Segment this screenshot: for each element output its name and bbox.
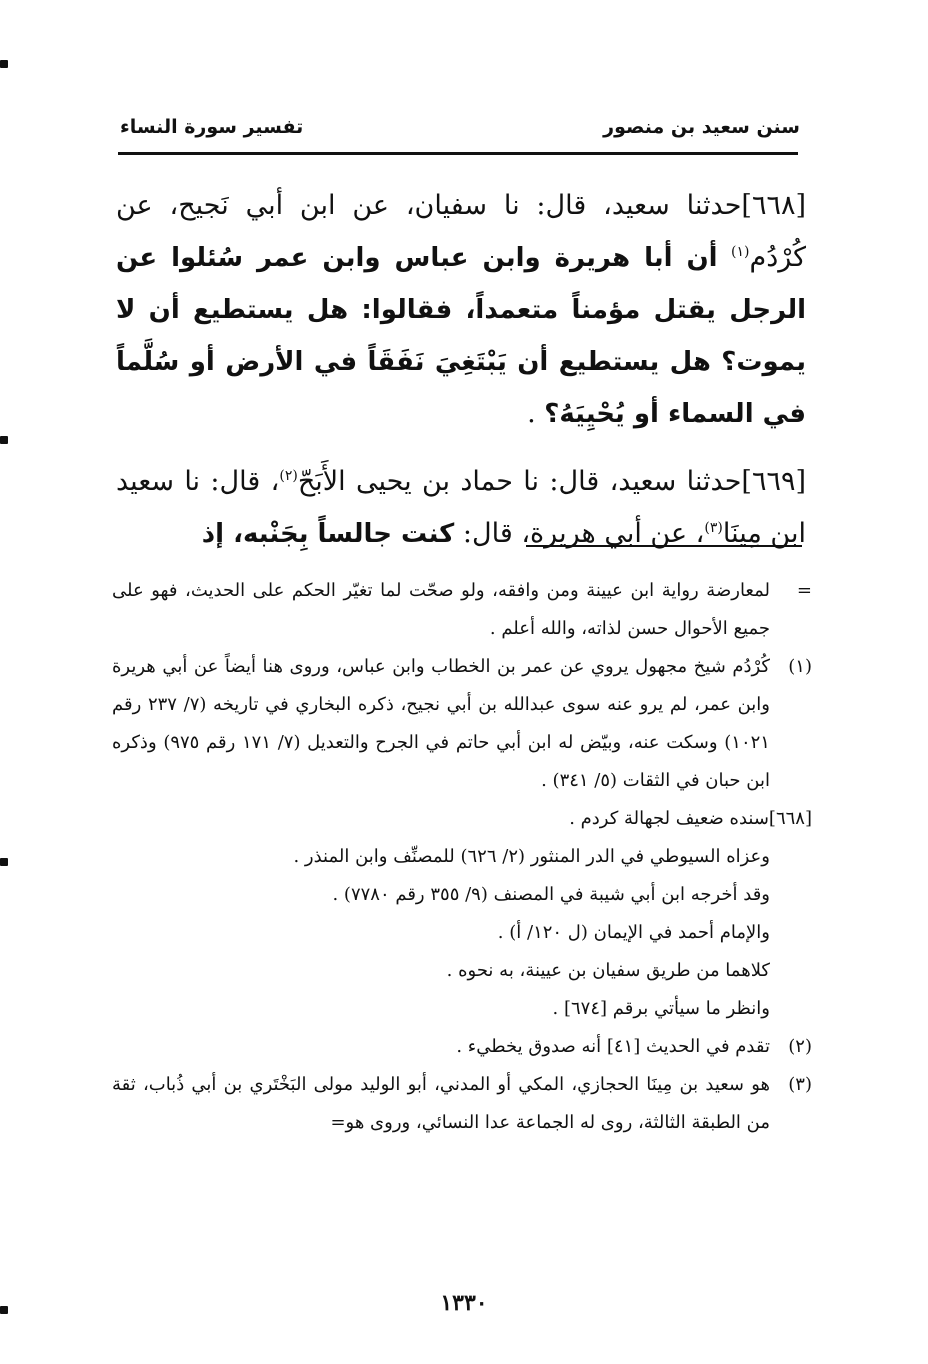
footnote-label: (٢) — [788, 1036, 812, 1057]
hadith-matn: أن أبا هريرة وابن عباس وابن عمر سُئلوا عن الرجل يقتل مؤمناً متعمداً، فقالوا: هل يستطيع أن لا يموت؟ هل يستطيع أن يَبْتَغِيَ نَفَقَاً في الأرض أو سُلَّماً في السماء أو يُحْيِيَهُ؟ — [116, 243, 806, 429]
hadith-end: . — [527, 398, 545, 429]
takhrij-label: [٦٦٨] — [768, 808, 812, 829]
header-rule — [118, 152, 798, 155]
takhrij-line: وانظر ما سيأتي برقم [٦٧٤] . — [552, 998, 770, 1019]
takhrij-line: كلاهما من طريق سفيان بن عيينة، به نحوه . — [446, 960, 770, 981]
takhrij-line: وعزاه السيوطي في الدر المنثور (٢/ ٦٢٦) للمصنِّف وابن المنذر . — [293, 846, 770, 867]
hadith-668 — [116, 180, 806, 440]
hadith-number: [٦٦٨] — [741, 190, 806, 221]
main-text — [116, 180, 806, 576]
hadith-isnad: ، قال: نا سعيد ابن مِينَا — [116, 466, 806, 549]
footnote-ref: (٣) — [704, 520, 723, 536]
hadith-number: [٦٦٩] — [741, 466, 806, 497]
book-title: سنن سعيد بن منصور — [603, 116, 800, 138]
footnote-ref: (١) — [731, 244, 750, 260]
footnote-ref: (٢) — [279, 468, 298, 484]
footnote-1 — [112, 648, 812, 800]
footnote-3 — [112, 1066, 812, 1142]
footnote-text: كُرْدُم شيخ مجهول يروي عن عمر بن الخطاب وابن عباس، وروى هنا أيضاً عن أبي هريرة وابن عمر، لم يرو عنه سوى عبدالله بن أبي نجيح، ذكره البخاري في تاريخه (٧/ ٢٣٧ رقم ١٠٢١) وسكت عنه، وبيّض له ابن أبي حاتم في الجرح والتعديل (٧/ ١٧١ رقم ٩٧٥) وذكره ابن حبان في الثقات (٥/ ٣٤١) . — [112, 656, 771, 791]
footnote-2 — [112, 1028, 812, 1066]
footnote-text: تقدم في الحديث [٤١] أنه صدوق يخطيء . — [456, 1036, 770, 1057]
hadith-matn: كنت جالساً بِجَنْبه، إذ — [201, 519, 455, 549]
footnote-label: (١) — [788, 656, 812, 677]
hadith-isnad: حدثنا سعيد، قال: نا سفيان، عن ابن أبي نَجيح، عن كُرْدُم — [116, 190, 807, 273]
footnote-text: هو سعيد بن مِينَا الحجازي، المكي أو المدني، أبو الوليد مولى البَخْتَري بن أبي ذُباب، ثقة من الطبقة الثالثة، روى له الجماعة عدا النسائي، وروى هو= — [112, 1074, 770, 1133]
running-header — [120, 112, 800, 146]
footnote-continuation — [112, 572, 812, 648]
hadith-isnad: حدثنا سعيد، قال: نا حماد بن يحيى الأَبَحّ — [297, 466, 742, 497]
footnote-separator — [526, 545, 802, 547]
scan-mark — [0, 436, 8, 444]
scan-mark — [0, 858, 8, 866]
takhrij-lines — [112, 838, 770, 1028]
footnotes — [112, 572, 812, 1142]
footnote-text: لمعارضة رواية ابن عيينة ومن وافقه، ولو صحّت لما تغيّر الحكم على الحديث، فهو على جميع الأحوال حسن لذاته، والله أعلم . — [112, 580, 770, 639]
takhrij-text: سنده ضعيف لجهالة كردم . — [569, 808, 769, 829]
section-title: تفسير سورة النساء — [120, 116, 304, 138]
takhrij-line: والإمام أحمد في الإيمان (ل ١٢٠/ أ) . — [497, 922, 770, 943]
hadith-isnad: ، عن أبي هريرة، قال: — [454, 518, 705, 549]
footnote-label: = — [796, 580, 812, 601]
page-number: ١٣٣٠ — [440, 1290, 488, 1316]
scan-mark — [0, 60, 8, 68]
footnote-label: (٣) — [788, 1074, 812, 1095]
takhrij-line: وقد أخرجه ابن أبي شيبة في المصنف (٩/ ٣٥٥ رقم ٧٧٨٠) . — [332, 884, 770, 905]
takhrij-668 — [112, 800, 812, 838]
